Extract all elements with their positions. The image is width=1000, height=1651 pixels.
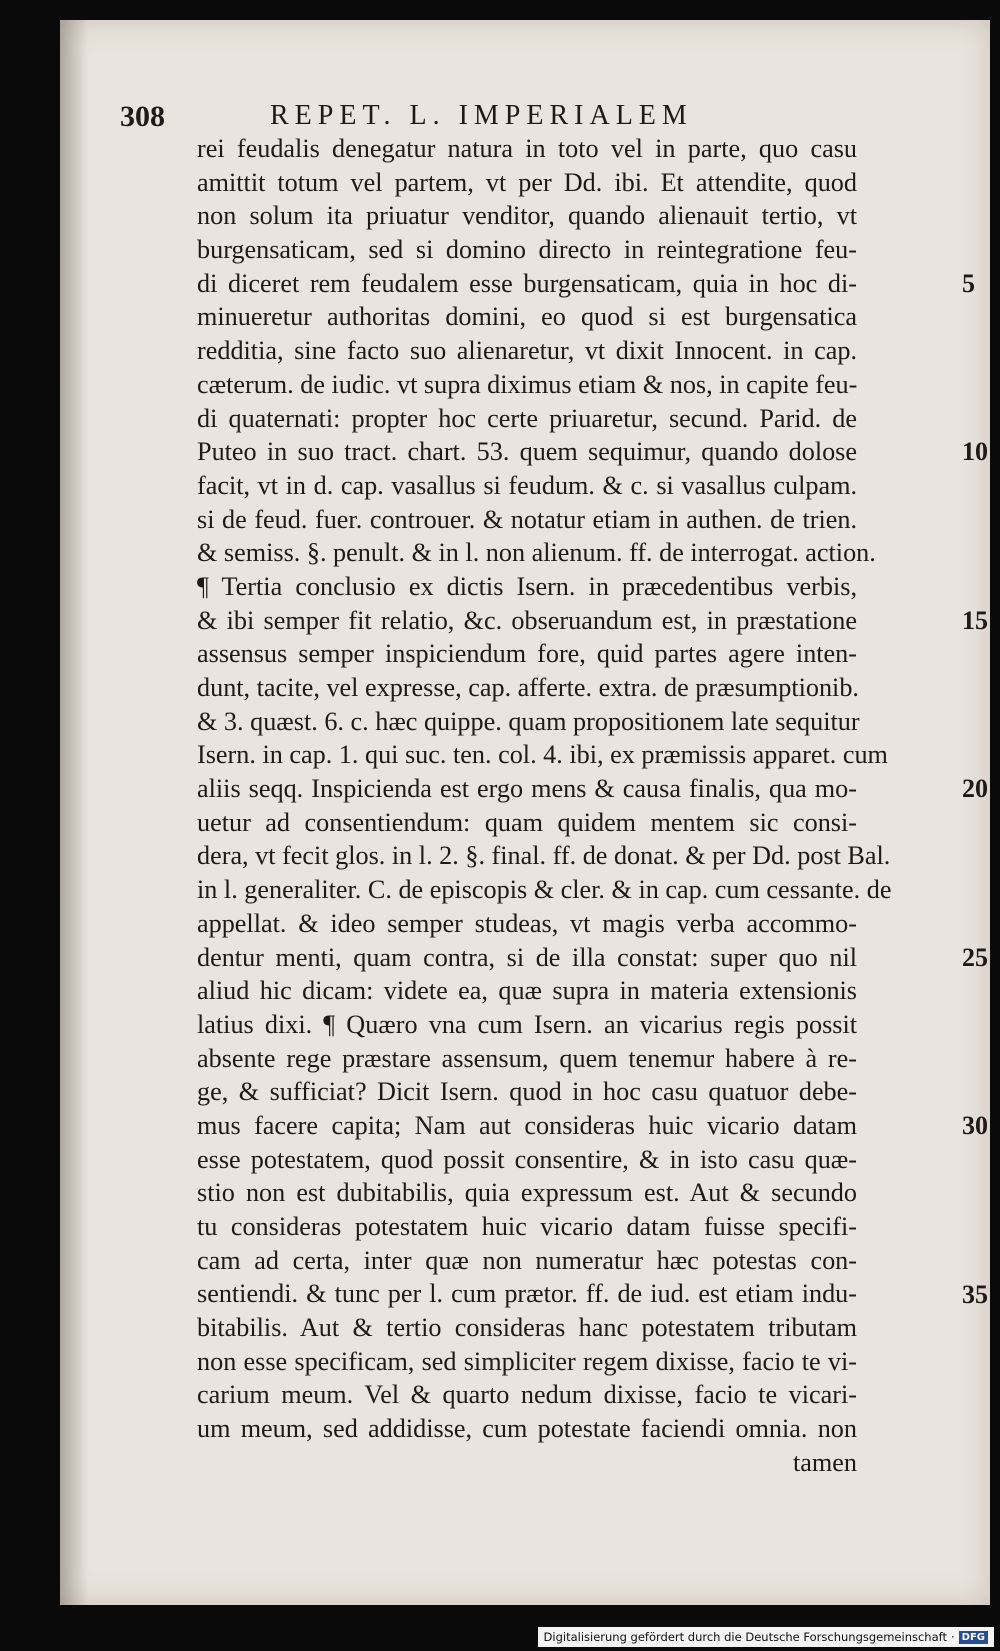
text-line: di diceret rem feudalem esse burgensaticam, quia in hoc di- [197,268,857,298]
text-line: uetur ad consentiendum: quam quidem mentem sic consi- [197,807,857,837]
text-line: burgensaticam, sed si domino directo in reintegratione feu- [197,235,857,265]
text-line: non esse specificam, sed simpliciter regem dixisse, facio te vi- [197,1346,857,1376]
margin-line-number: 20 [962,774,988,804]
digitization-credit: Digitalisierung gefördert durch die Deutsche Forschungsgemeinschaft · DFG [538,1627,994,1647]
text-line: mus facere capita; Nam aut consideras huic vicario datam [197,1110,857,1140]
text-line: & semiss. §. penult. & in l. non alienum. ff. de interrogat. action. [197,538,876,568]
text-line: latius dixi. ¶ Quæro vna cum Isern. an vicarius regis possit [197,1009,857,1039]
text-block [197,132,892,1480]
text-line: si de feud. fuer. controuer. & notatur etiam in authen. de trien. [197,504,857,534]
margin-line-number: 25 [962,942,988,972]
text-line: Puteo in suo tract. chart. 53. quem sequimur, quando dolose [197,437,857,467]
text-line: dunt, tacite, vel expresse, cap. afferte. extra. de præsumptionib. [197,673,859,702]
text-line: dera, vt fecit glos. in l. 2. §. final. ff. de donat. & per Dd. post Bal. [197,841,891,871]
text-line: cam ad certa, inter quæ non numeratur hæc potestas con- [197,1245,857,1275]
text-line: esse potestatem, quod possit consentire, & in isto casu quæ- [197,1144,857,1174]
text-line: minueretur authoritas domini, eo quod si est burgensatica [197,302,857,332]
text-line: bitabilis. Aut & tertio consideras hanc potestatem tributam [197,1313,857,1343]
text-line: facit, vt in d. cap. vasallus si feudum. & c. si vasallus culpam. [197,470,857,500]
page-number: 308 [120,100,165,133]
text-line: in l. generaliter. C. de episcopis & cler. & in cap. cum cessante. de [197,875,892,905]
text-line: carium meum. Vel & quarto nedum dixisse, facio te vicari- [197,1380,857,1410]
margin-line-number: 30 [962,1111,988,1141]
margin-line-number: 10 [962,437,988,467]
text-line: ge, & sufficiat? Dicit Isern. quod in hoc casu quatuor debe- [197,1077,857,1107]
margin-line-number: 5 [962,268,975,298]
text-line: stio non est dubitabilis, quia expressum est. Aut & secundo [197,1178,857,1208]
text-line: assensus semper inspiciendum fore, quid partes agere inten- [197,639,857,669]
text-line: absente rege præstare assensum, quem tenemur habere à re- [197,1043,857,1073]
text-line: redditia, sine facto suo alienaretur, vt dixit Innocent. in cap. [197,336,857,366]
text-line: non solum ita priuatur venditor, quando alienauit tertio, vt [197,201,857,231]
text-line: aliud hic dicam: videte ea, quæ supra in materia extensionis [197,976,857,1006]
text-line: um meum, sed addidisse, cum potestate faciendi omnia. non [197,1414,857,1444]
text-line: rei feudalis denegatur natura in toto vel in parte, quo casu [197,134,857,163]
text-line: di quaternati: propter hoc certe priuaretur, secund. Parid. de [197,403,857,433]
margin-line-number: 15 [962,605,988,635]
text-line: Isern. in cap. 1. qui suc. ten. col. 4. ibi, ex præmissis apparet. cum [197,740,888,770]
running-title: REPET. L. IMPERIALEM [270,100,693,131]
text-line: cæterum. de iudic. vt supra diximus etiam & nos, in capite feu- [197,369,858,399]
text-line: aliis seqq. Inspicienda est ergo mens & causa finalis, qua mo- [197,774,857,804]
text-line: ¶ Tertia conclusio ex dictis Isern. in præcedentibus verbis, [197,571,857,601]
text-line: amittit totum vel partem, vt per Dd. ibi. Et attendite, quod [197,167,857,197]
text-line: appellat. & ideo semper studeas, vt magis verba accommo- [197,908,857,938]
text-line: dentur menti, quam contra, si de illa constat: super quo nil [197,942,857,972]
text-line: tu consideras potestatem huic vicario datam fuisse specifi- [197,1212,857,1241]
catchword: tamen [793,1447,857,1477]
text-line: & ibi semper fit relatio, &c. obseruandum est, in præstatione [197,605,857,635]
dfg-logo-icon: DFG [959,1631,988,1644]
margin-line-number: 35 [962,1279,988,1309]
text-line: sentiendi. & tunc per l. cum prætor. ff. de iud. est etiam indu- [197,1279,857,1309]
text-line: & 3. quæst. 6. c. hæc quippe. quam propositionem late sequitur [197,706,860,736]
credit-text: Digitalisierung gefördert durch die Deutsche Forschungsgemeinschaft [543,1630,947,1644]
